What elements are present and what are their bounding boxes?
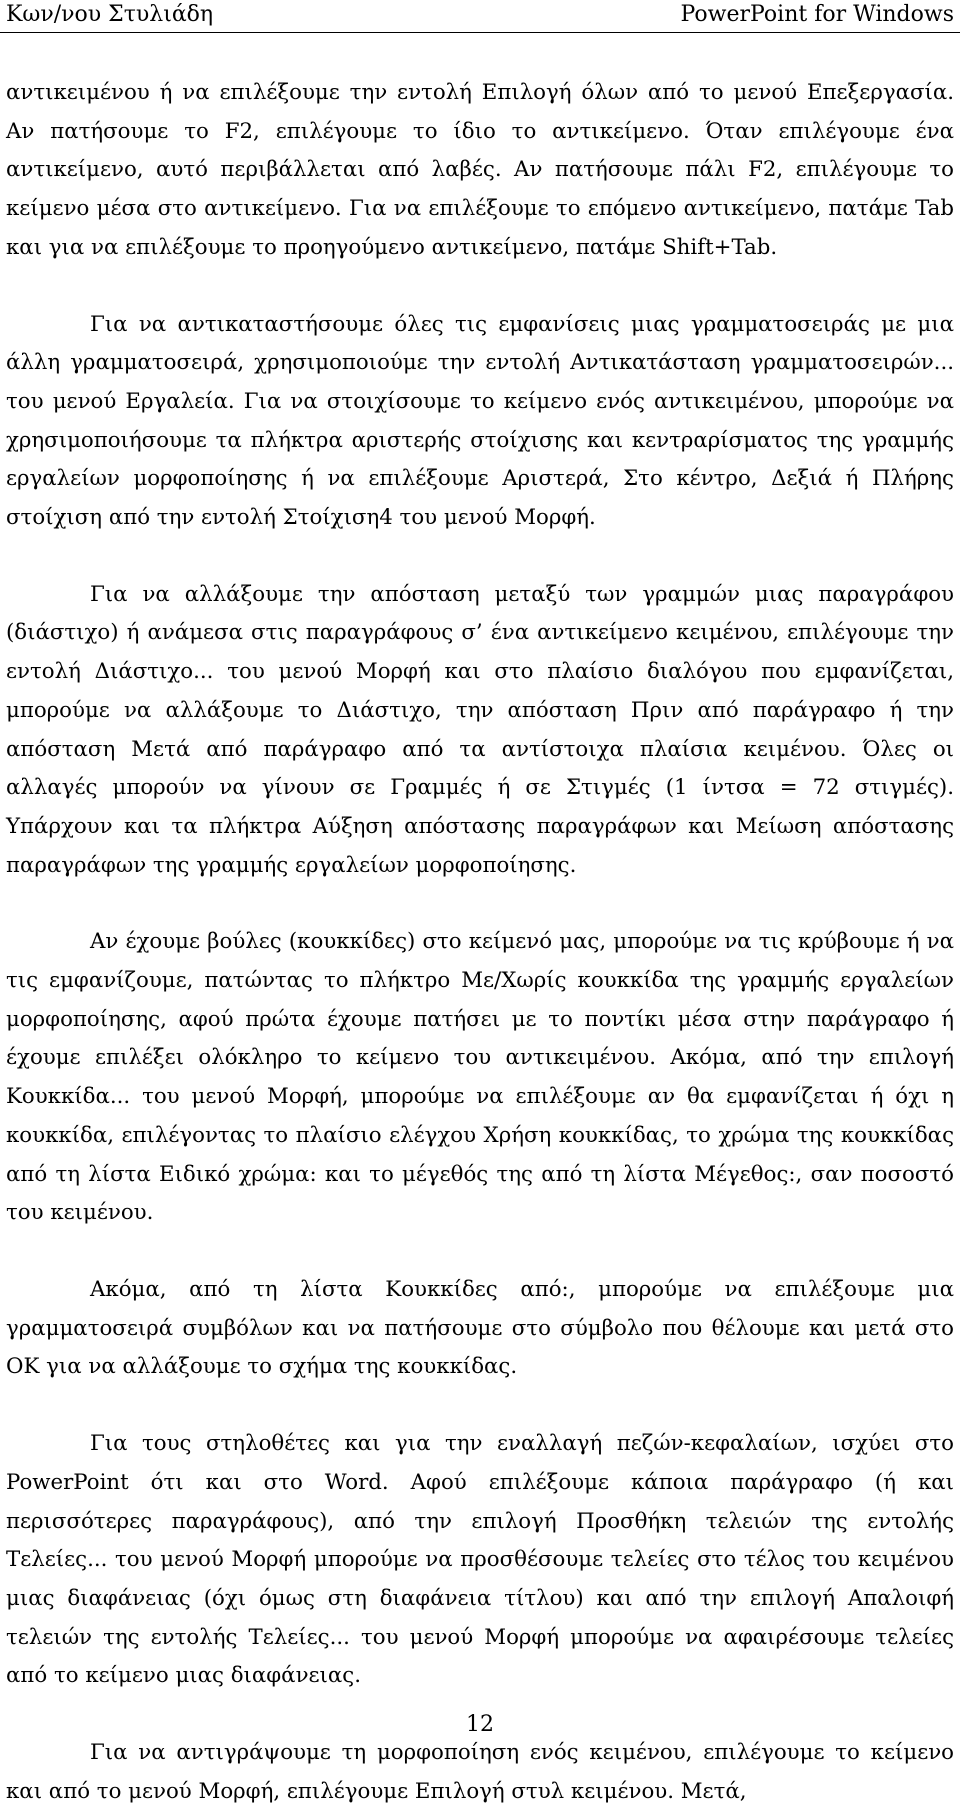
paragraph: Για να αντιγράψουμε τη μορφοποίηση ενός κειμένου, επιλέγουμε το κείμενο και από το μενού Μορφή, επιλέγουμε Επιλογή στυλ κειμένου. Μετά, [6, 1740, 954, 1804]
paragraph: Για να αντικαταστήσουμε όλες τις εμφανίσεις μιας γραμματοσειράς με μια άλλη γραμματοσειρά, χρησιμοποιούμε την εντολή Αντικατάσταση γραμματοσειρών... του μενού Εργαλεία. Για να στοιχίσουμε το κείμενο ενός αντικειμένου, μπορούμε να χρησιμοποιήσουμε τα πλήκτρα αριστερής στοίχισης και κεντραρίσματος της γραμμής εργαλείων μορφοποίησης ή να επιλέξουμε Αριστερά, Στο κέντρο, Δεξιά ή Πλήρης στοίχιση από την εντολή Στοίχιση4 του μενού Μορφή. [6, 311, 954, 531]
document-body [6, 74, 954, 1811]
paragraph: αντικειμένου ή να επιλέξουμε την εντολή Επιλογή όλων από το μενού Επεξεργασία. Αν πατήσουμε το F2, επιλέγουμε το ίδιο το αντικείμενο. Όταν επιλέγουμε ένα αντικείμενο, αυτό περιβάλλεται από λαβές. Αν πατήσουμε πάλι F2, επιλέγουμε το κείμενο μέσα στο αντικείμενο. Για να επιλέξουμε το επόμενο αντικείμενο, πατάμε Tab και για να επιλέξουμε το προηγούμενο αντικείμενο, πατάμε Shift+Tab. [6, 80, 954, 260]
header-title: PowerPoint for Windows [680, 2, 954, 27]
header-author: Κων/νου Στυλιάδη [6, 2, 214, 27]
paragraph: Ακόμα, από τη λίστα Κουκκίδες από:, μπορούμε να επιλέξουμε μια γραμματοσειρά συμβόλων και να πατήσουμε στο σύμβολο που θέλουμε και μετά στο OK για να αλλάξουμε το σχήμα της κουκκίδας. [6, 1276, 954, 1380]
page-number: 12 [466, 1712, 494, 1737]
paragraph: Για τους στηλοθέτες και για την εναλλαγή πεζών-κεφαλαίων, ισχύει στο PowerPoint ότι και στο Word. Αφού επιλέξουμε κάποια παράγραφο (ή και περισσότερες παραγράφους), από την επιλογή Προσθήκη τελειών της εντολής Τελείες... του μενού Μορφή μπορούμε να προσθέσουμε τελείες στο τέλος του κειμένου μιας διαφάνειας (όχι όμως στη διαφάνεια τίτλου) και από την επιλογή Απαλοιφή τελειών της εντολής Τελείες... του μενού Μορφή μπορούμε να αφαιρέσουμε τελείες από το κείμενο μιας διαφάνειας. [6, 1431, 954, 1689]
paragraph: Για να αλλάξουμε την απόσταση μεταξύ των γραμμών μιας παραγράφου (διάστιχο) ή ανάμεσα στις παραγράφους σ’ ένα αντικείμενο κειμένου, επιλέγουμε την εντολή Διάστιχο... του μενού Μορφή και στο πλαίσιο διαλόγου που εμφανίζεται, μπορούμε να αλλάξουμε το Διάστιχο, την απόσταση Πριν από παράγραφο ή την απόσταση Μετά από παράγραφο από τα αντίστοιχα πλαίσια κειμένου. Όλες οι αλλαγές μπορούν να γίνουν σε Γραμμές ή σε Στιγμές (1 ίντσα = 72 στιγμές). Υπάρχουν και τα πλήκτρα Αύξηση απόστασης παραγράφων και Μείωση απόστασης παραγράφων της γραμμής εργαλείων μορφοποίησης. [6, 581, 954, 878]
header-rule [0, 32, 960, 33]
page-header [0, 0, 960, 40]
paragraph: Αν έχουμε βούλες (κουκκίδες) στο κείμενό μας, μπορούμε να τις κρύβουμε ή να τις εμφανίζουμε, πατώντας το πλήκτρο Με/Χωρίς κουκκίδα της γραμμής εργαλείων μορφοποίησης, αφού πρώτα έχουμε πατήσει με το ποντίκι μέσα στην παράγραφο ή έχουμε επιλέξει ολόκληρο το κείμενο του αντικειμένου. Ακόμα, από την επιλογή Κουκκίδα... του μενού Μορφή, μπορούμε να επιλέξουμε αν θα εμφανίζεται ή όχι η κουκκίδα, επιλέγοντας το πλαίσιο ελέγχου Χρήση κουκκίδας, το χρώμα της κουκκίδας από τη λίστα Ειδικό χρώμα: και το μέγεθός της από τη λίστα Μέγεθος:, σαν ποσοστό του κειμένου. [6, 929, 954, 1226]
